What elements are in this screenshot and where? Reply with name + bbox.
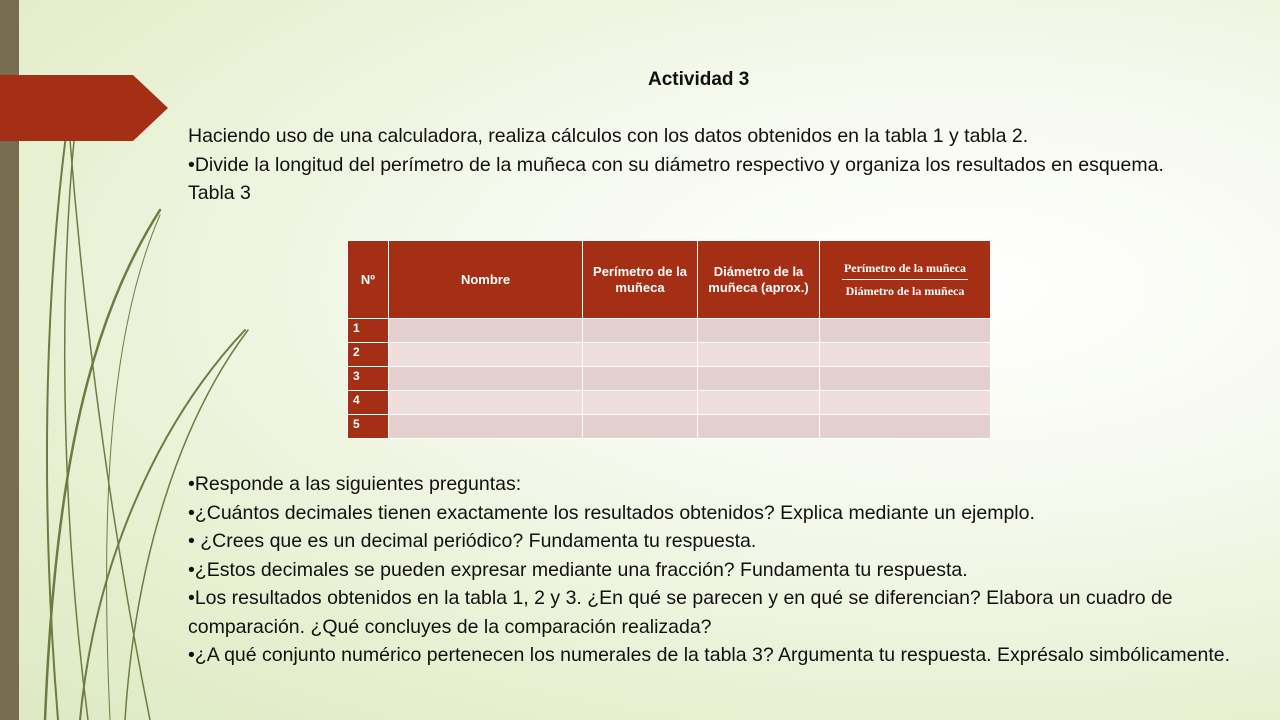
header-perimeter: Perímetro de la muñeca bbox=[583, 241, 698, 319]
header-diameter: Diámetro de la muñeca (aprox.) bbox=[698, 241, 820, 319]
perimeter-cell[interactable] bbox=[583, 367, 698, 391]
results-table bbox=[347, 240, 991, 439]
name-cell[interactable] bbox=[389, 367, 583, 391]
row-number: 5 bbox=[348, 415, 389, 439]
header-name: Nombre bbox=[389, 241, 583, 319]
divide-instruction: •Divide la longitud del perímetro de la muñeca con su diámetro respectivo y organiza los resultados en esquema. bbox=[188, 153, 1164, 176]
diameter-cell[interactable] bbox=[698, 415, 820, 439]
row-number: 1 bbox=[348, 319, 389, 343]
row-number: 3 bbox=[348, 367, 389, 391]
question-item: •Los resultados obtenidos en la tabla 1, 2 y 3. ¿En qué se parecen y en qué se diferencian? Elabora un cuadro de comparación. ¿Qué concluyes de la comparación realizada? bbox=[188, 587, 1173, 638]
question-item: • ¿Crees que es un decimal periódico? Fundamenta tu respuesta. bbox=[188, 530, 757, 552]
question-item: •¿Cuántos decimales tienen exactamente los resultados obtenidos? Explica mediante un ejemplo. bbox=[188, 501, 1035, 524]
table-label: Tabla 3 bbox=[188, 182, 251, 204]
diameter-cell[interactable] bbox=[698, 319, 820, 343]
ratio-denominator: Diámetro de la muñeca bbox=[845, 284, 965, 298]
table-row bbox=[348, 319, 991, 343]
table-row bbox=[348, 415, 991, 439]
perimeter-cell[interactable] bbox=[583, 391, 698, 415]
questions-block bbox=[188, 470, 1248, 670]
ratio-cell[interactable] bbox=[820, 343, 991, 367]
intro-text: Haciendo uso de una calculadora, realiza cálculos con los datos obtenidos en la tabla 1 y tabla 2. bbox=[188, 125, 1029, 147]
table-row bbox=[348, 367, 991, 391]
header-number: Nº bbox=[348, 241, 389, 319]
table-header-row bbox=[348, 241, 991, 319]
question-item: •Responde a las siguientes preguntas: bbox=[188, 473, 522, 495]
ratio-cell[interactable] bbox=[820, 391, 991, 415]
name-cell[interactable] bbox=[389, 343, 583, 367]
ratio-cell[interactable] bbox=[820, 319, 991, 343]
name-cell[interactable] bbox=[389, 415, 583, 439]
table-row bbox=[348, 391, 991, 415]
row-number: 2 bbox=[348, 343, 389, 367]
ratio-numerator: Perímetro de la muñeca bbox=[842, 260, 968, 280]
title-accent-tab bbox=[0, 75, 168, 141]
slide-title: Actividad 3 bbox=[648, 69, 750, 90]
perimeter-cell[interactable] bbox=[583, 319, 698, 343]
diameter-cell[interactable] bbox=[698, 367, 820, 391]
question-item: •¿A qué conjunto numérico pertenecen los numerales de la tabla 3? Argumenta tu respuesta. Exprésalo simbólicamente. bbox=[188, 644, 1231, 666]
row-number: 4 bbox=[348, 391, 389, 415]
question-item: •¿Estos decimales se pueden expresar mediante una fracción? Fundamenta tu respuesta. bbox=[188, 558, 968, 581]
diameter-cell[interactable] bbox=[698, 343, 820, 367]
ratio-cell[interactable] bbox=[820, 367, 991, 391]
diameter-cell[interactable] bbox=[698, 391, 820, 415]
name-cell[interactable] bbox=[389, 319, 583, 343]
table-row bbox=[348, 343, 991, 367]
instructions-block bbox=[188, 122, 1248, 208]
ratio-cell[interactable] bbox=[820, 415, 991, 439]
ratio-fraction bbox=[842, 260, 968, 299]
perimeter-cell[interactable] bbox=[583, 343, 698, 367]
perimeter-cell[interactable] bbox=[583, 415, 698, 439]
name-cell[interactable] bbox=[389, 391, 583, 415]
header-ratio bbox=[820, 241, 991, 319]
